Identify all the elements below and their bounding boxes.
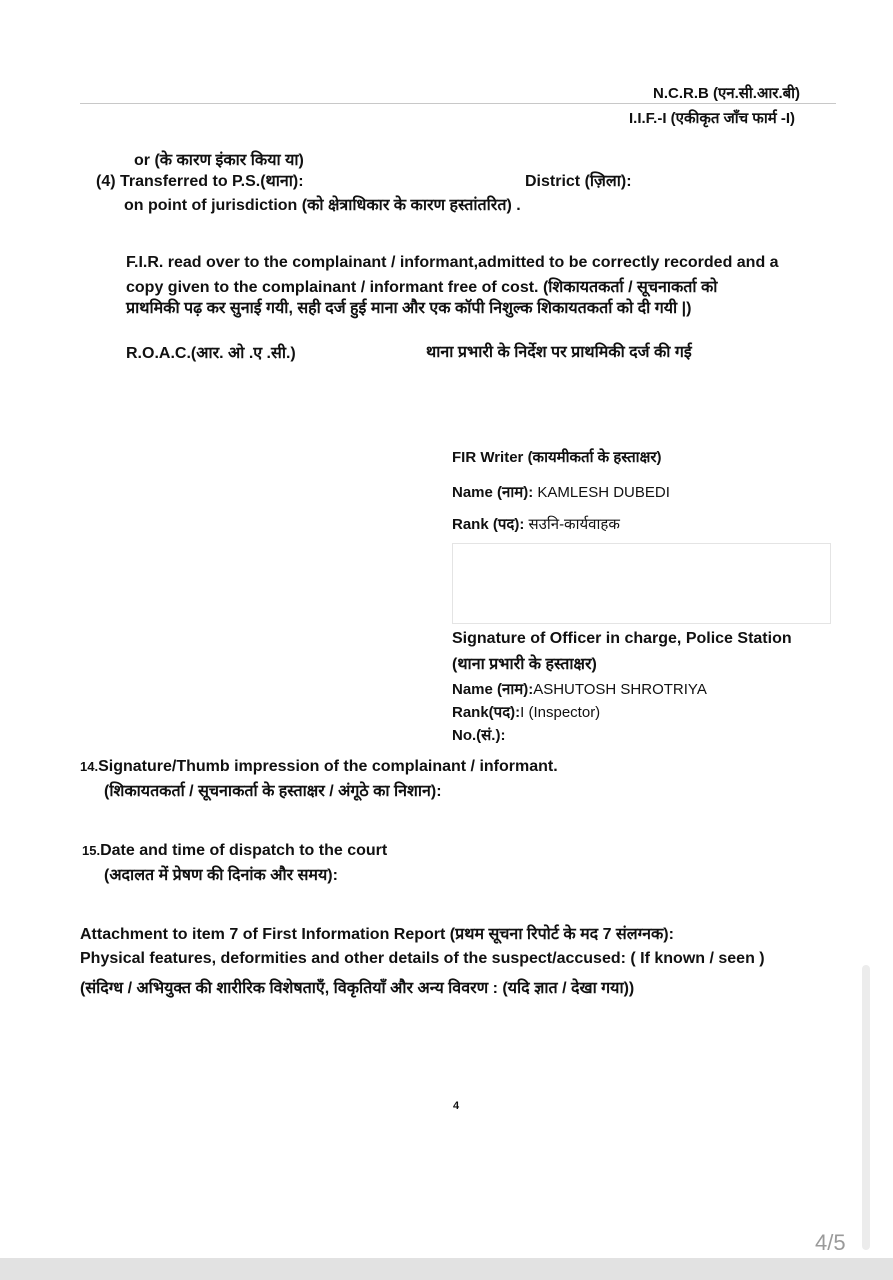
fir-read-line-1: F.I.R. read over to the complainant / informant,admitted to be correctly recorded and a	[126, 254, 779, 271]
fir-writer-rank	[452, 514, 620, 534]
page-indicator: 4/5	[815, 1230, 846, 1255]
transferred-to-ps: (4) Transferred to P.S.(थाना):	[96, 173, 304, 190]
roac-note: थाना प्रभारी के निर्देश पर प्राथमिकी दर्ज की गई	[426, 344, 692, 361]
or-line: or (के कारण इंकार किया या)	[134, 152, 304, 169]
signature-box	[452, 543, 831, 624]
scrollbar[interactable]	[862, 965, 870, 1250]
header-divider	[80, 103, 836, 104]
fir-read-line-2: copy given to the complainant / informant free of cost. (शिकायतकर्ता / सूचनाकर्ता को	[126, 279, 718, 296]
attachment-line-3: (संदिग्ध / अभियुक्त की शारीरिक विशेषताएँ, विकृतियाँ और अन्य विवरण : (यदि ज्ञात / देखा गया))	[80, 980, 635, 997]
item-15-text-hi: (अदालत में प्रेषण की दिनांक और समय):	[104, 867, 338, 884]
item-14-number: 14.	[80, 759, 99, 774]
fir-writer-name-value: KAMLESH DUBEDI	[533, 484, 670, 501]
officer-rank	[452, 702, 600, 722]
roac-label: R.O.A.C.(आर. ओ .ए .सी.)	[126, 345, 296, 362]
attachment-line-1: Attachment to item 7 of First Information Report (प्रथम सूचना रिपोर्ट के मद 7 संलग्नक):	[80, 926, 674, 943]
district-label: District (ज़िला):	[525, 173, 632, 190]
officer-name-value: ASHUTOSH SHROTRIYA	[533, 681, 707, 698]
fir-writer-rank-value: सउनि-कार्यवाहक	[524, 516, 620, 533]
officer-name	[452, 679, 707, 699]
officer-rank-label: Rank(पद):	[452, 704, 521, 721]
item-15	[82, 842, 387, 860]
item-14-text-hi: (शिकायतकर्ता / सूचनाकर्ता के हस्ताक्षर / अंगूठे का निशान):	[104, 783, 442, 800]
officer-signature-title-hi: (थाना प्रभारी के हस्ताक्षर)	[452, 656, 597, 673]
iif-header: I.I.F.-I (एकीकृत जाँच फार्म -I)	[629, 110, 796, 127]
fir-writer-name-label: Name (नाम):	[452, 484, 534, 501]
officer-signature-title: Signature of Officer in charge, Police Station	[452, 630, 792, 647]
fir-writer-name	[452, 482, 670, 502]
fir-writer-title: FIR Writer (कायमीकर्ता के हस्ताक्षर)	[452, 449, 662, 466]
officer-name-label: Name (नाम):	[452, 681, 534, 698]
item-14-text: Signature/Thumb impression of the complainant / informant.	[98, 758, 558, 775]
officer-no-label: No.(सं.):	[452, 727, 506, 744]
item-15-number: 15.	[82, 843, 101, 858]
officer-rank-value: I (Inspector)	[520, 704, 601, 721]
page-number: 4	[453, 1100, 460, 1112]
fir-writer-rank-label: Rank (पद):	[452, 516, 525, 533]
item-14	[80, 758, 558, 776]
ncrb-header: N.C.R.B (एन.सी.आर.बी)	[653, 85, 801, 102]
bottom-bar	[0, 1258, 893, 1280]
fir-read-line-3: प्राथमिकी पढ़ कर सुनाई गयी, सही दर्ज हुई माना और एक कॉपी निशुल्क शिकायतकर्ता को दी गयी |)	[126, 300, 692, 317]
item-15-text: Date and time of dispatch to the court	[100, 842, 388, 859]
jurisdiction-line: on point of jurisdiction (को क्षेत्राधिकार के कारण हस्तांतरित) .	[124, 197, 521, 214]
attachment-line-2: Physical features, deformities and other details of the suspect/accused: ( If known / seen )	[80, 950, 765, 967]
